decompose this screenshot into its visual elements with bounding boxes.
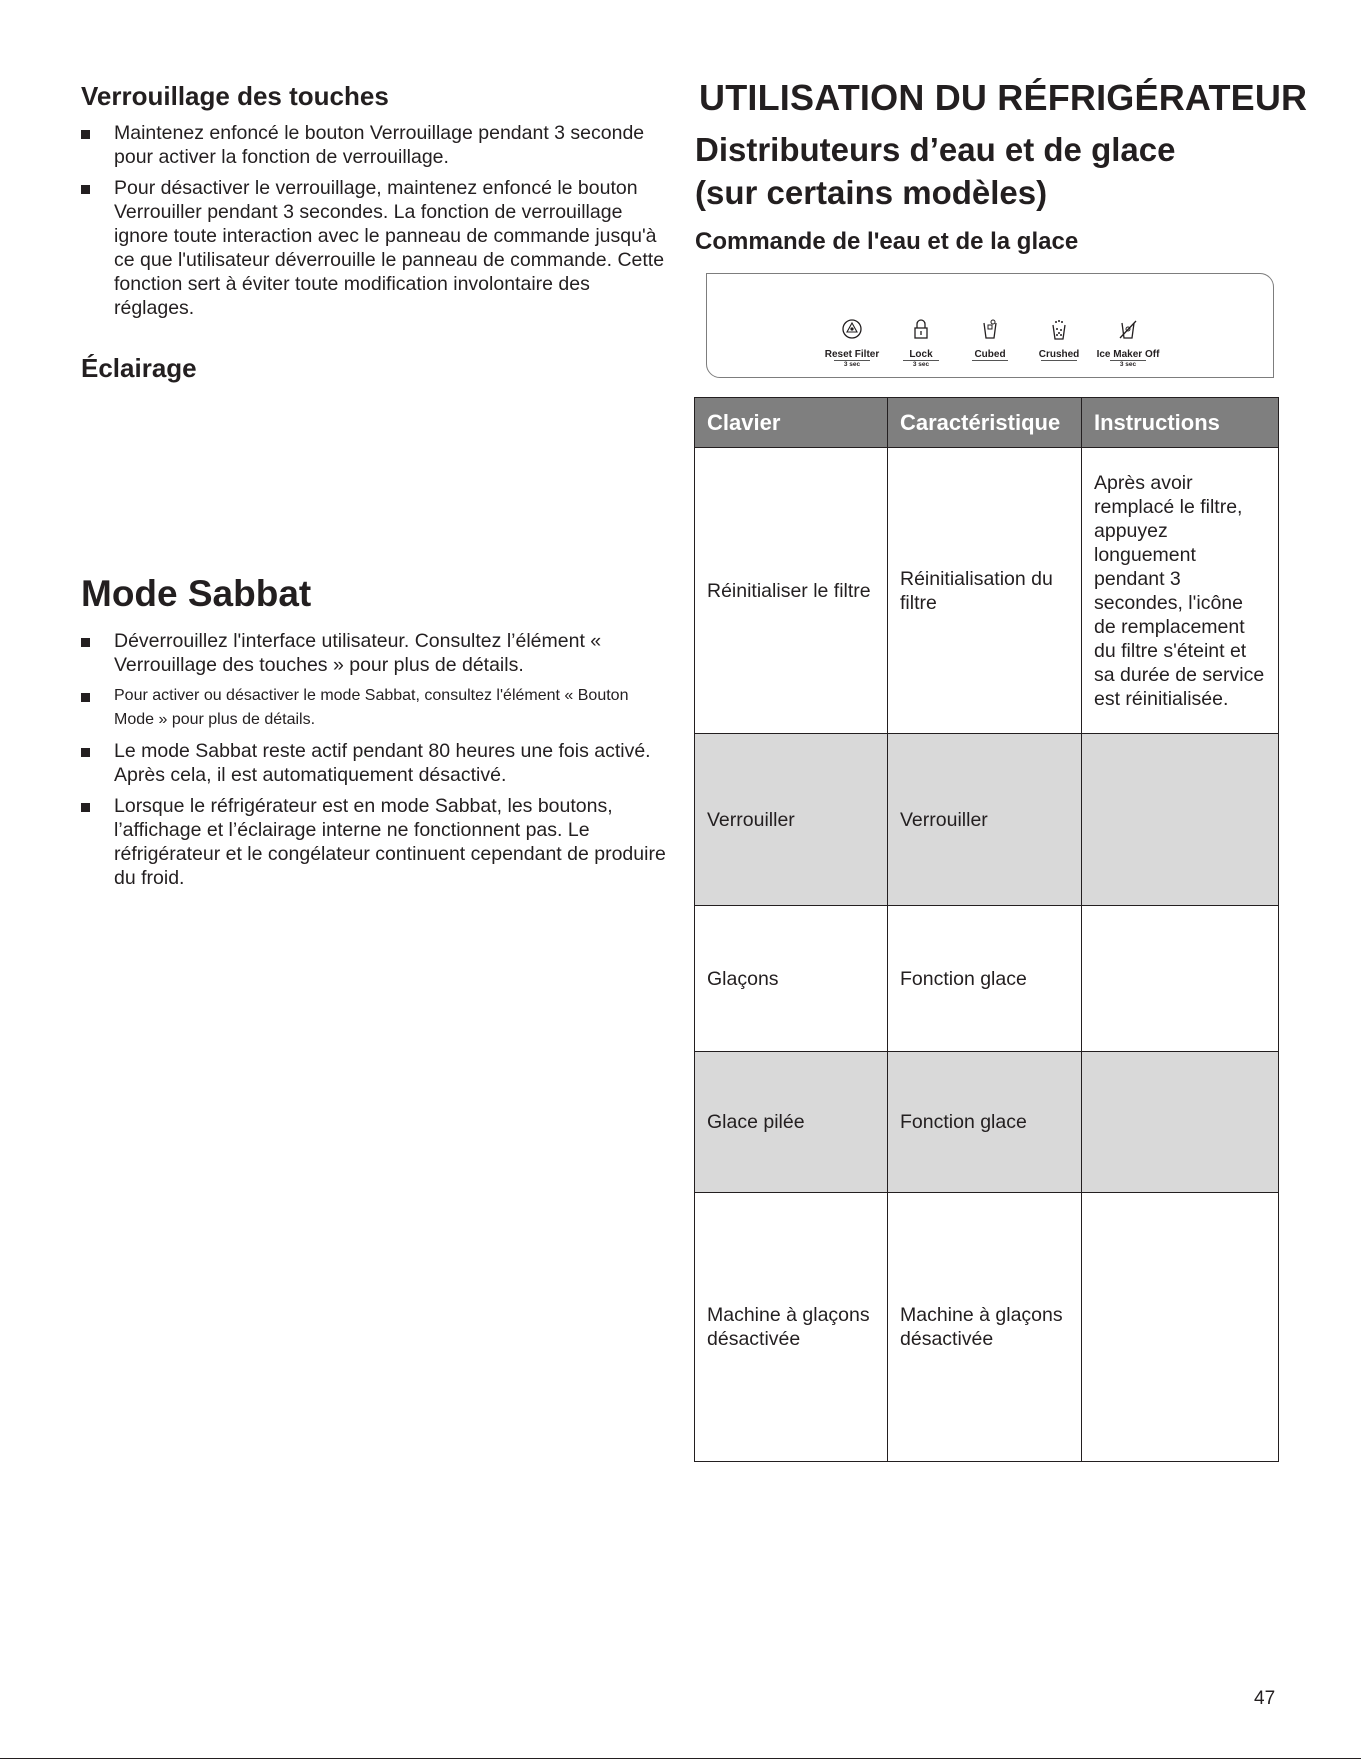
underline (1041, 360, 1077, 361)
list-item (81, 684, 671, 732)
bullet-square-icon (81, 693, 90, 702)
header-cell: Clavier (695, 398, 888, 448)
bullet-text: Pour désactiver le verrouillage, maintenez enfoncé le bouton Verrouiller pendant 3 secondes. La fonction de verrouillage ignore toute interaction avec le panneau de commande jusqu'à ce que l'utilisateur déverrouille le panneau de commande. Cette fonction sert à éviter toute modification involontaire des réglages. (114, 177, 665, 319)
table-row (695, 734, 1279, 906)
table-cell: Machine à glaçons désactivée (888, 1193, 1082, 1462)
table-cell: Fonction glace (888, 1052, 1082, 1193)
underline (972, 360, 1008, 361)
button-label: Lock (909, 349, 933, 360)
reset-filter-button[interactable] (812, 318, 892, 368)
table-header-row (695, 398, 1279, 448)
list-item (81, 739, 671, 787)
ice-maker-off-button[interactable] (1088, 318, 1168, 368)
keypad-table (694, 397, 1279, 1462)
button-label: Crushed (1038, 349, 1080, 360)
lock-section-title: Verrouillage des touches (81, 81, 389, 111)
table-row (695, 1052, 1279, 1193)
sabbath-section (81, 573, 671, 897)
list-item (81, 629, 671, 677)
lock-button[interactable] (881, 318, 961, 368)
lock-section (81, 81, 671, 327)
bullet-text: Le mode Sabbat reste actif pendant 80 heures une fois activé. Après cela, il est automatiquement désactivé. (114, 740, 651, 786)
subtitle (695, 128, 1175, 214)
section-title: Commande de l'eau et de la glace (695, 228, 1079, 255)
bullet-text: Déverrouillez l'interface utilisateur. Consultez l’élément « Verrouillage des touches » pour plus de détails. (114, 630, 602, 676)
table-row (695, 906, 1279, 1052)
bullet-text: Maintenez enfoncé le bouton Verrouillage pendant 3 seconde pour activer la fonction de verrouillage. (114, 122, 645, 168)
bullet-text: Pour activer ou désactiver le mode Sabbat, consultez l'élément « Bouton Mode » pour plus de détails. (114, 687, 629, 728)
table-cell: Réinitialiser le filtre (695, 448, 888, 734)
list-item (81, 121, 671, 169)
table-cell (1082, 734, 1279, 906)
page-number: 47 (1254, 1688, 1276, 1709)
button-label: Cubed (974, 349, 1006, 360)
table-cell: Glace pilée (695, 1052, 888, 1193)
crushed-ice-icon (1048, 318, 1070, 340)
table-cell: Fonction glace (888, 906, 1082, 1052)
bullet-square-icon (81, 185, 90, 194)
table-cell: Réinitialisation du filtre (888, 448, 1082, 734)
table-cell (1082, 1052, 1279, 1193)
sabbath-bullet-list (81, 629, 671, 890)
ice-maker-off-icon (1117, 318, 1139, 340)
table-row (695, 1193, 1279, 1462)
table-cell: Glaçons (695, 906, 888, 1052)
table-cell (1082, 1193, 1279, 1462)
button-sub: 3 sec (843, 361, 861, 368)
main-title: UTILISATION DU RÉFRIGÉRATEUR (699, 77, 1308, 118)
list-item (81, 176, 671, 320)
bullet-text: Lorsque le réfrigérateur est en mode Sabbat, les boutons, l’affichage et l’éclairage interne ne fonctionnent pas. Le réfrigérateur et le congélateur continuent cependant de produire du froid. (114, 795, 666, 889)
sabbath-section-title: Mode Sabbat (81, 573, 312, 614)
reset-filter-icon (841, 318, 863, 340)
list-item (81, 794, 671, 890)
table-cell: Machine à glaçons désactivée (695, 1193, 888, 1462)
table-row (695, 448, 1279, 734)
table-cell: Verrouiller (888, 734, 1082, 906)
bullet-square-icon (81, 748, 90, 757)
button-sub: 3 sec (912, 361, 930, 368)
lock-bullet-list (81, 121, 671, 320)
lighting-section-title: Éclairage (81, 353, 197, 383)
cubed-button[interactable] (950, 318, 1030, 361)
bullet-square-icon (81, 803, 90, 812)
button-label: Reset Filter (824, 349, 880, 360)
header-cell: Instructions (1082, 398, 1279, 448)
cubed-ice-icon (979, 318, 1001, 340)
table-cell (1082, 906, 1279, 1052)
bottom-rule (0, 1758, 1361, 1759)
subtitle-line-1: Distributeurs d’eau et de glace (695, 131, 1176, 168)
table-cell: Verrouiller (695, 734, 888, 906)
crushed-button[interactable] (1019, 318, 1099, 361)
bullet-square-icon (81, 638, 90, 647)
button-sub: 3 sec (1119, 361, 1137, 368)
button-label: Ice Maker Off (1096, 349, 1160, 360)
subtitle-line-2: (sur certains modèles) (695, 174, 1048, 211)
lock-icon (910, 318, 932, 340)
control-panel (706, 273, 1274, 378)
bullet-square-icon (81, 130, 90, 139)
header-cell: Caractéristique (888, 398, 1082, 448)
table-cell: Après avoir remplacé le filtre, appuyez longuement pendant 3 secondes, l'icône de remplacement du filtre s'éteint et sa durée de service est réinitialisée. (1082, 448, 1279, 734)
